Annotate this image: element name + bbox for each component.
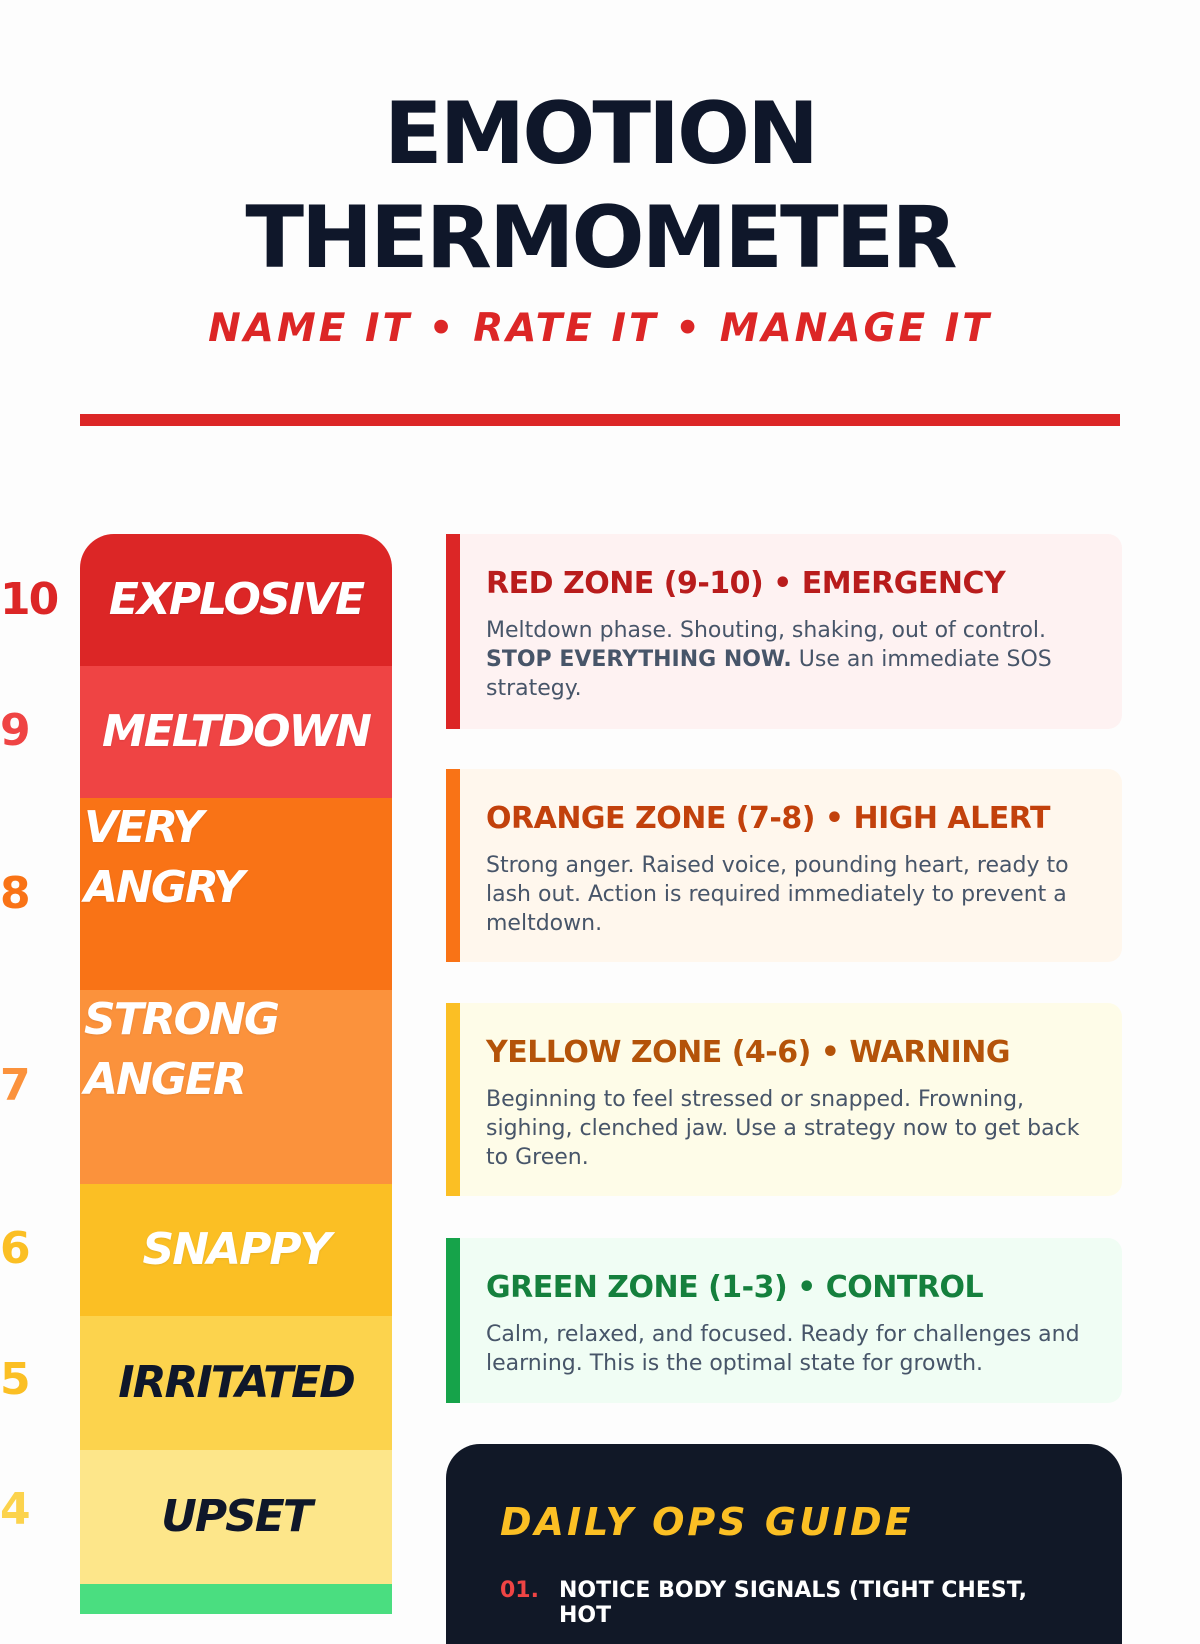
level-upset: [80, 1450, 392, 1584]
level-number-9: 9: [0, 705, 29, 756]
daily-ops-guide: [446, 1444, 1122, 1644]
zone-text-emphasis: STOP EVERYTHING NOW.: [486, 647, 792, 672]
header-divider: [80, 414, 1120, 426]
level-number-10: 10: [0, 574, 58, 625]
page-subtitle: NAME IT • RATE IT • MANAGE IT: [208, 306, 992, 351]
level-number-5: 5: [0, 1354, 29, 1405]
zone-title: ORANGE ZONE (7-8) • HIGH ALERT: [486, 801, 1050, 836]
level-number-6: 6: [0, 1223, 29, 1274]
level-number-7: 7: [0, 1060, 29, 1111]
thermometer: [80, 534, 392, 1614]
level-label: IRRITATED: [118, 1357, 354, 1408]
zone-title: YELLOW ZONE (4-6) • WARNING: [486, 1035, 1010, 1070]
level-label-line-2: ANGER: [84, 1054, 245, 1105]
level-number-8: 8: [0, 868, 29, 919]
level-label-line-2: ANGRY: [84, 862, 243, 913]
level-label: MELTDOWN: [102, 706, 370, 757]
title-line-2: THERMOMETER: [245, 188, 955, 288]
zone-description: Calm, relaxed, and focused. Ready for challenges and learning. This is the optimal state for growth.: [486, 1322, 1080, 1376]
level-label: UPSET: [161, 1491, 311, 1542]
ops-title: DAILY OPS GUIDE: [500, 1500, 914, 1544]
level-meltdown: [80, 666, 392, 798]
zone-title: RED ZONE (9-10) • EMERGENCY: [486, 566, 1006, 601]
level-number-column: [0, 0, 80, 1600]
ops-step-number: 01.: [500, 1578, 539, 1603]
level-strong-anger: [80, 990, 392, 1184]
zone-card-yellow: [446, 1003, 1122, 1196]
level-label: EXPLOSIVE: [108, 574, 364, 625]
level-snappy: [80, 1184, 392, 1316]
zone-card-green: [446, 1238, 1122, 1403]
zone-description: Beginning to feel stressed or snapped. Frowning, sighing, clenched jaw. Use a strategy now to get back to Green.: [486, 1087, 1080, 1170]
level-number-4: 4: [0, 1484, 29, 1535]
zone-text-start: Meltdown phase. Shouting, shaking, out of control.: [486, 618, 1047, 643]
level-label-line-1: VERY: [84, 802, 202, 853]
zone-description: Strong anger. Raised voice, pounding heart, ready to lash out. Action is required immediately to prevent a meltdown.: [486, 853, 1069, 936]
zone-card-orange: [446, 769, 1122, 962]
level-explosive: [80, 534, 392, 666]
level-label-line-1: STRONG: [84, 994, 278, 1045]
zone-card-red: [446, 534, 1122, 729]
ops-step: [500, 1578, 1072, 1628]
zone-text-end: Use an immediate SOS strategy.: [486, 647, 1052, 701]
level-green-segment: [80, 1584, 392, 1614]
level-irritated: [80, 1316, 392, 1450]
zone-title: GREEN ZONE (1-3) • CONTROL: [486, 1270, 984, 1305]
page-title: [0, 82, 1200, 290]
ops-step-text: NOTICE BODY SIGNALS (TIGHT CHEST, HOT: [558, 1578, 1027, 1628]
title-line-1: EMOTION: [383, 84, 817, 184]
level-label: SNAPPY: [142, 1224, 330, 1275]
level-very-angry: [80, 798, 392, 990]
zone-description: [486, 616, 1082, 703]
